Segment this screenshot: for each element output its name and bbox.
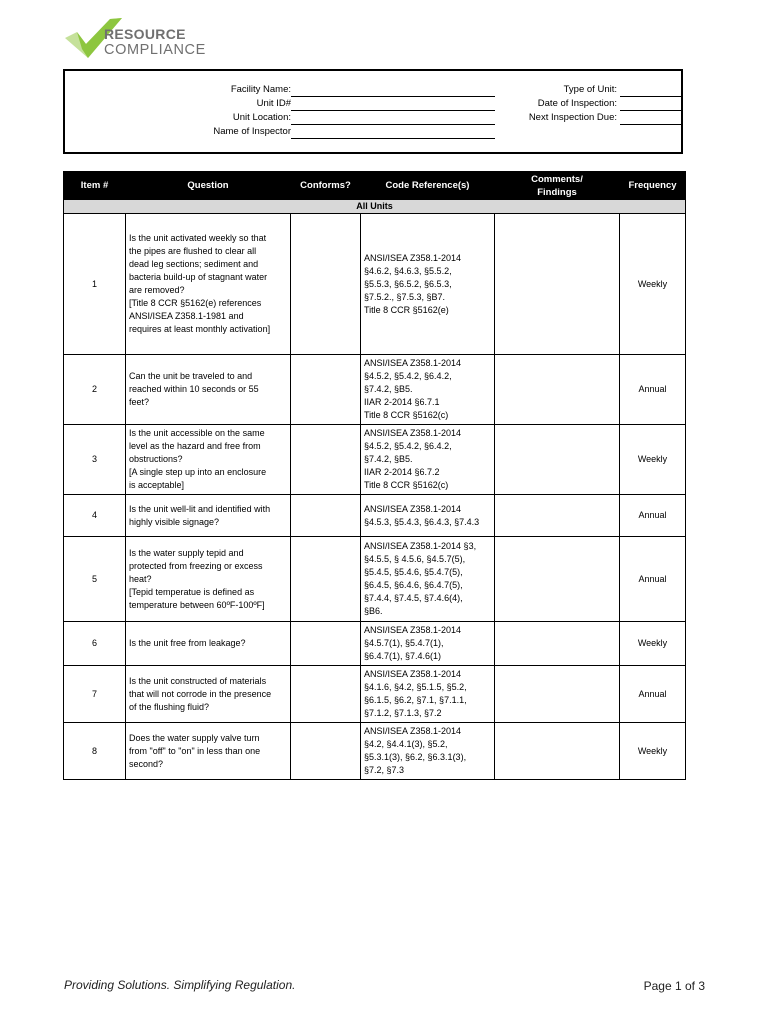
unit-type-label: Type of Unit:	[563, 84, 617, 95]
inspector-name-field[interactable]	[291, 126, 495, 139]
table-row	[64, 622, 686, 666]
question-cell: Is the unit constructed of materials that will not corrode in the presence of the flushing fluid?	[126, 666, 291, 723]
facility-name-row	[65, 84, 505, 97]
item-number: 1	[64, 214, 126, 355]
inspection-date-row	[505, 98, 683, 111]
question-cell: Can the unit be traveled to and reached within 10 seconds or 55 feet?	[126, 355, 291, 425]
table-row	[64, 214, 686, 355]
page-number: Page 1 of 3	[643, 979, 705, 993]
code-reference-cell: ANSI/ISEA Z358.1-2014 §3, §4.5.5, § 4.5.6, §4.5.7(5), §5.4.5, §5.4.6, §5.4.7(5), §6.4.5, §6.4.6, §6.4.7(5), §7.4.4, §7.4.5, §7.4.6(4), §B6.	[361, 537, 495, 622]
frequency-cell: Annual	[620, 495, 686, 537]
inspection-info-box	[63, 69, 683, 154]
section-row	[64, 200, 686, 214]
conforms-cell[interactable]	[291, 622, 361, 666]
comments-cell[interactable]	[495, 355, 620, 425]
code-reference-cell: ANSI/ISEA Z358.1-2014 §4.2, §4.4.1(3), §5.2, §5.3.1(3), §6.2, §6.3.1(3), §7.2, §7.3	[361, 723, 495, 780]
unit-location-field[interactable]	[291, 112, 495, 125]
item-number: 2	[64, 355, 126, 425]
unit-location-label: Unit Location:	[232, 112, 291, 123]
code-reference-cell: ANSI/ISEA Z358.1-2014 §4.6.2, §4.6.3, §5.5.2, §5.5.3, §6.5.2, §6.5.3, §7.5.2., §7.5.3, §B7. Title 8 CCR §5162(e)	[361, 214, 495, 355]
conforms-cell[interactable]	[291, 723, 361, 780]
frequency-cell: Weekly	[620, 425, 686, 495]
header-frequency: Frequency	[620, 172, 686, 200]
unit-id-label: Unit ID#	[256, 98, 291, 109]
table-row	[64, 355, 686, 425]
question-cell: Does the water supply valve turn from "off" to "on" in less than one second?	[126, 723, 291, 780]
conforms-cell[interactable]	[291, 355, 361, 425]
conforms-cell[interactable]	[291, 214, 361, 355]
unit-type-row	[505, 84, 683, 97]
next-inspection-field[interactable]	[620, 112, 683, 125]
table-row	[64, 425, 686, 495]
next-inspection-label: Next Inspection Due:	[528, 112, 617, 123]
facility-name-field[interactable]	[291, 84, 495, 97]
item-number: 7	[64, 666, 126, 723]
question-cell: Is the unit accessible on the same level as the hazard and free from obstructions? [A single step up into an enclosure is acceptable]	[126, 425, 291, 495]
code-reference-cell: ANSI/ISEA Z358.1-2014 §4.5.2, §5.4.2, §6.4.2, §7.4.2, §B5. IIAR 2-2014 §6.7.1 Title 8 CCR §5162(c)	[361, 355, 495, 425]
inspector-name-label: Name of Inspector	[213, 126, 291, 137]
item-number: 6	[64, 622, 126, 666]
comments-cell[interactable]	[495, 214, 620, 355]
company-logo	[64, 16, 234, 64]
item-number: 4	[64, 495, 126, 537]
question-cell: Is the water supply tepid and protected from freezing or excess heat? [Tepid temperatue is defined as temperature between 60ºF-100ºF]	[126, 537, 291, 622]
unit-location-row	[65, 112, 505, 125]
table-header-row	[64, 172, 686, 200]
question-cell: Is the unit free from leakage?	[126, 622, 291, 666]
unit-type-field[interactable]	[620, 84, 683, 97]
facility-name-label: Facility Name:	[230, 84, 291, 95]
header-comments: Comments/ Findings	[495, 172, 620, 200]
frequency-cell: Weekly	[620, 723, 686, 780]
header-item: Item #	[64, 172, 126, 200]
comments-cell[interactable]	[495, 495, 620, 537]
comments-cell[interactable]	[495, 537, 620, 622]
footer-tagline: Providing Solutions. Simplifying Regulation.	[64, 978, 296, 992]
frequency-cell: Weekly	[620, 622, 686, 666]
inspection-date-field[interactable]	[620, 98, 683, 111]
conforms-cell[interactable]	[291, 537, 361, 622]
frequency-cell: Annual	[620, 666, 686, 723]
section-title: All Units	[64, 200, 686, 214]
comments-cell[interactable]	[495, 723, 620, 780]
next-inspection-row	[505, 112, 683, 125]
code-reference-cell: ANSI/ISEA Z358.1-2014 §4.5.7(1), §5.4.7(1), §6.4.7(1), §7.4.6(1)	[361, 622, 495, 666]
inspector-name-row	[65, 126, 505, 139]
comments-cell[interactable]	[495, 622, 620, 666]
unit-id-field[interactable]	[291, 98, 495, 111]
table-row	[64, 537, 686, 622]
item-number: 8	[64, 723, 126, 780]
frequency-cell: Weekly	[620, 214, 686, 355]
table-row	[64, 666, 686, 723]
code-reference-cell: ANSI/ISEA Z358.1-2014 §4.5.3, §5.4.3, §6.4.3, §7.4.3	[361, 495, 495, 537]
comments-cell[interactable]	[495, 425, 620, 495]
logo-line2: COMPLIANCE	[104, 42, 206, 58]
conforms-cell[interactable]	[291, 425, 361, 495]
comments-cell[interactable]	[495, 666, 620, 723]
table-row	[64, 495, 686, 537]
logo-line1: RESOURCE	[104, 26, 186, 42]
inspection-checklist-table	[63, 171, 686, 780]
question-cell: Is the unit activated weekly so that the pipes are flushed to clear all dead leg sections; sediment and bacteria build-up of stagnant water are removed? [Title 8 CCR §5162(e) references ANSI/ISEA Z358.1-1981 and requires at least monthly activation]	[126, 214, 291, 355]
item-number: 3	[64, 425, 126, 495]
question-cell: Is the unit well-lit and identified with highly visible signage?	[126, 495, 291, 537]
code-reference-cell: ANSI/ISEA Z358.1-2014 §4.1.6, §4.2, §5.1.5, §5.2, §6.1.5, §6.2, §7.1, §7.1.1, §7.1.2, §7.1.3, §7.2	[361, 666, 495, 723]
header-code-reference: Code Reference(s)	[361, 172, 495, 200]
conforms-cell[interactable]	[291, 495, 361, 537]
unit-id-row	[65, 98, 505, 111]
table-row	[64, 723, 686, 780]
conforms-cell[interactable]	[291, 666, 361, 723]
header-conforms: Conforms?	[291, 172, 361, 200]
frequency-cell: Annual	[620, 537, 686, 622]
code-reference-cell: ANSI/ISEA Z358.1-2014 §4.5.2, §5.4.2, §6.4.2, §7.4.2, §B5. IIAR 2-2014 §6.7.2 Title 8 CCR §5162(c)	[361, 425, 495, 495]
inspection-date-label: Date of Inspection:	[537, 98, 617, 109]
header-question: Question	[126, 172, 291, 200]
frequency-cell: Annual	[620, 355, 686, 425]
item-number: 5	[64, 537, 126, 622]
